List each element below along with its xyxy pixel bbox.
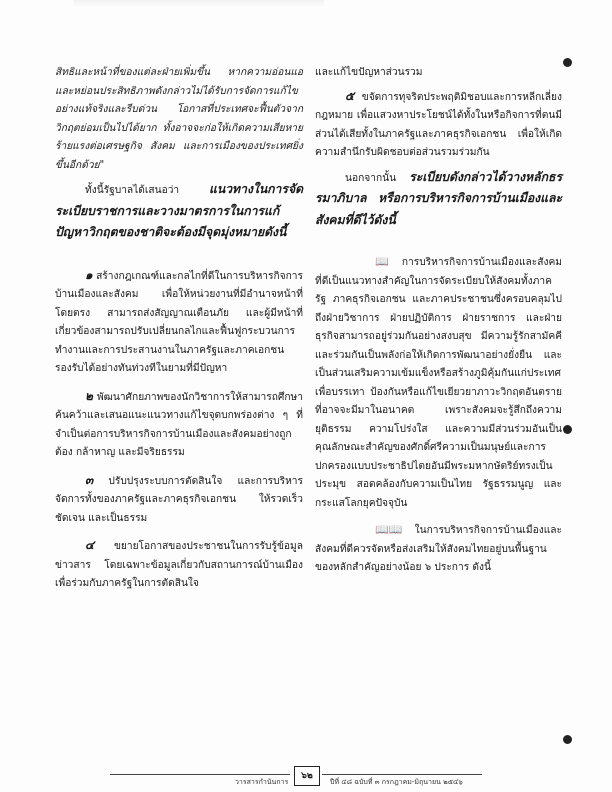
intro-bold: แนวทางในการจัดระเบียบราชการและวางมาตรการในการแก้ปัญหาวิกฤตของชาติจะต้องมีจุดมุ่งหมายดังนี้ bbox=[55, 182, 303, 239]
intro-paragraph bbox=[55, 179, 303, 244]
right-column bbox=[315, 64, 562, 578]
binder-hole-icon bbox=[563, 425, 572, 434]
page-footer bbox=[0, 764, 612, 788]
item-3-number: ๓ bbox=[85, 472, 94, 487]
conclusion-paragraph bbox=[315, 167, 562, 232]
item-4-tail: และแก้ไขปัญหาส่วนรวม bbox=[315, 67, 423, 78]
item-3 bbox=[55, 471, 303, 529]
item-5-text: ขจัดการทุจริตประพฤติมิชอบและการหลีกเลี่ยงกฎหมาย เพื่อแสวงหาประโยชน์ได้ทั้งในหรือกิจการที่ตนมีส่วนได้เสียทั้งในภาครัฐและภาคธุรกิจเอกชน เพื่อให้เกิดความสำนึกรับผิดชอบต่อส่วนรวมร่วมกัน bbox=[315, 91, 562, 158]
book-paragraph-2-text: ในการบริหารกิจการบ้านเมืองและสังคมที่ดีควรจัดหรือส่งเสริมให้สังคมไทยอยู่บนพื้นฐานของหลักสำคัญอย่างน้อย ๖ ประการ ดังนี้ bbox=[315, 525, 562, 573]
issue-info: ปีที่ ๔๘ ฉบับที่ ๓ กรกฎาคม-มิถุนายน ๒๕๔๖ bbox=[330, 778, 463, 786]
intro-plain: ทั้งนี้รัฐบาลได้เสนอว่า bbox=[85, 185, 180, 196]
double-book-icon: 📖📖 bbox=[375, 523, 403, 536]
item-2 bbox=[55, 387, 303, 463]
book-paragraph-2 bbox=[315, 521, 562, 578]
left-column bbox=[55, 64, 303, 594]
item-2-text: พัฒนาศักยภาพของนักวิชาการให้สามารถศึกษา ค้นคว้าและเสนอแนะแนวทางแก้ไขจุดบกพร่องต่าง ๆ ที่จำเป็นต่อการบริหารกิจการบ้านเมืองและสังคมอย่างถูกต้อง กล้าหาญ และมีจริยธรรม bbox=[55, 391, 303, 458]
item-1-text: สร้างกฎเกณฑ์และกลไกที่ดีในการบริหารกิจการบ้านเมืองและสังคม เพื่อให้หน่วยงานที่มีอำนาจหน้าที่โดยตรง สามารถส่งสัญญาณเตือนภัย และผู้มีหน้าที่เกี่ยวข้องสามารถปรับเปลี่ยนกลไกและฟื้นฟูกระบวนการทำงานและการประสานงานในภาครัฐและภาคเอกชนรองรับได้อย่างทันท่วงทีในยามที่มีปัญหา bbox=[55, 270, 303, 374]
item-4 bbox=[55, 536, 303, 594]
item-3-text: ปรับปรุงระบบการตัดสินใจ และการบริหารจัดการทั้งของภาครัฐและภาคธุรกิจเอกชน ให้รวดเร็ว ชัดเจน และเป็นธรรม bbox=[55, 475, 303, 524]
item-5 bbox=[315, 87, 562, 163]
item-5-number: ๕ bbox=[345, 88, 355, 103]
page-number: ๖๒ bbox=[294, 766, 320, 786]
item-4-text: ขยายโอกาสของประชาชนในการรับรู้ข้อมูลข่าวสาร โดยเฉพาะข้อมูลเกี่ยวกับสถานการณ์บ้านเมืองเพื่อร่วมกับภาครัฐในการตัดสินใจ bbox=[55, 541, 303, 589]
open-book-icon: 📖 bbox=[375, 255, 389, 268]
binder-hole-icon bbox=[563, 58, 572, 67]
item-2-number: ๒ bbox=[85, 388, 93, 403]
conclusion-plain: นอกจากนั้น bbox=[345, 172, 397, 184]
journal-name: วารสารกำนันการ bbox=[235, 778, 289, 786]
footer-rule-left bbox=[110, 774, 290, 775]
binder-hole-icon bbox=[563, 735, 572, 744]
footer-rule-right bbox=[322, 774, 482, 775]
quote-continuation: สิทธิและหน้าที่ของแต่ละฝ่ายเพิ่มขึ้น หากความอ่อนแอและหย่อนประสิทธิภาพดังกล่าวไม่ได้รับการจัดการแก้ไขอย่างแท้จริงและรีบด่วน โอกาสที่ประเทศจะฟื้นตัวจากวิกฤตย่อมเป็นไปได้ยาก ทั้งอาจจะก่อให้เกิดความเสียหายร้ายแรงต่อเศรษฐกิจ สังคม และการเมืองของประเทศยิ่งขึ้นอีกด้วย" bbox=[55, 67, 303, 171]
book-paragraph-1 bbox=[315, 253, 562, 513]
item-1 bbox=[55, 266, 303, 379]
conclusion-bold: ระเบียบดังกล่าวได้วางหลักธรรมาภิบาล หรือการบริหารกิจการบ้านเมืองและสังคมที่ดีไว้ดังนี้ bbox=[315, 169, 562, 227]
book-paragraph-1-text: การบริหารกิจการบ้านเมืองและสังคมที่ดีเป็นแนวทางสำคัญในการจัดระเบียบให้สังคมทั้งภาครัฐ ภาคธุรกิจเอกชน และภาคประชาชนซึ่งครอบคลุมไปถึงฝ่ายวิชาการ ฝ่ายปฏิบัติการ ฝ่ายราชการ และฝ่ายธุรกิจสามารถอยู่ร่วมกันอย่างสงบสุข มีความรู้รักสามัคคีและร่วมกันเป็นพลังก่อให้เกิดการพัฒนาอย่างยั่งยืน และเป็นส่วนเสริมความเข้มแข็งหรือสร้างภูมิคุ้มกันแก่ประเทศเพื่อบรรเทา ป้องกันหรือแก้ไขเยียวยาภาวะวิกฤตอันตรายที่อาจจะมีมาในอนาคต เพราะสังคมจะรู้สึกถึงความยุติธรรม ความโปร่งใส และความมีส่วนร่วมอันเป็นคุณลักษณะสำคัญของศักดิ์ศรีความเป็นมนุษย์และการปกครองแบบประชาธิปไตยอันมีพระมหากษัตริย์ทรงเป็นประมุข สอดคล้องกับความเป็นไทย รัฐธรรมนูญ และกระแสโลกยุคปัจจุบัน bbox=[315, 257, 562, 509]
item-4-number: ๔ bbox=[85, 538, 95, 552]
item-1-number: ๑ bbox=[85, 267, 93, 282]
scan-artifact bbox=[74, 0, 324, 8]
